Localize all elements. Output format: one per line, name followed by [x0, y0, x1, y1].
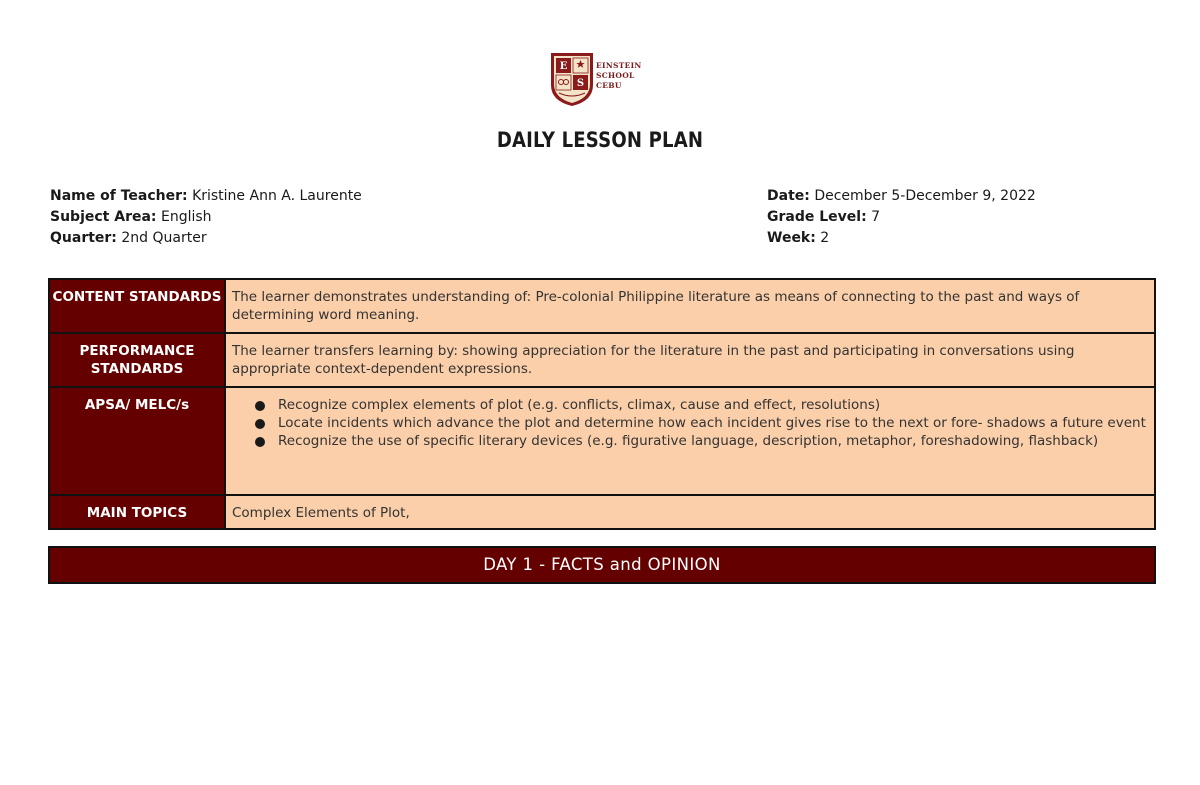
week-label: Week:: [767, 230, 816, 246]
logo-letter-e: E: [559, 61, 568, 72]
date-label: Date:: [767, 188, 810, 204]
melc-value: [225, 387, 1155, 495]
performance-standards-row: [49, 333, 1155, 387]
subject-area-label: Subject Area:: [50, 209, 157, 225]
melc-item: Recognize complex elements of plot (e.g. conflicts, climax, cause and effect, resolutions): [252, 396, 1148, 414]
quarter-label: Quarter:: [50, 230, 117, 246]
logo-line-3: CEBU: [596, 81, 622, 90]
quarter-row: [50, 228, 362, 249]
subject-area-row: [50, 207, 362, 228]
main-topics-value: Complex Elements of Plot,: [225, 495, 1155, 529]
quarter-value: 2nd Quarter: [121, 230, 207, 246]
page-title: DAILY LESSON PLAN: [496, 128, 704, 152]
content-standards-label: CONTENT STANDARDS: [49, 279, 225, 333]
main-topics-row: [49, 495, 1155, 529]
week-value: 2: [820, 230, 830, 246]
date-value: December 5-December 9, 2022: [814, 188, 1036, 204]
content-standards-row: [49, 279, 1155, 333]
melc-label: APSA/ MELC/s: [49, 387, 225, 495]
standards-table: [48, 278, 1156, 530]
logo-letter-s: S: [576, 78, 585, 89]
logo-line-2: SCHOOL: [596, 71, 635, 80]
date-row: [767, 186, 1036, 207]
grade-level-row: [767, 207, 1036, 228]
week-row: [767, 228, 1036, 249]
teacher-name-value: Kristine Ann A. Laurente: [192, 188, 362, 204]
teacher-name-label: Name of Teacher:: [50, 188, 188, 204]
subject-area-value: English: [160, 209, 212, 225]
performance-standards-value: The learner transfers learning by: showing appreciation for the literature in the past and participating in conversations using appropriate context-dependent expressions.: [225, 333, 1155, 387]
content-standards-value: The learner demonstrates understanding of: Pre-colonial Philippine literature as means of connecting to the past and ways of determining word meaning.: [225, 279, 1155, 333]
melc-row: [49, 387, 1155, 495]
melc-list: [232, 396, 1148, 450]
grade-level-value: 7: [871, 209, 881, 225]
teacher-name-row: [50, 186, 362, 207]
teacher-info: [50, 186, 362, 249]
main-topics-label: MAIN TOPICS: [49, 495, 225, 529]
grade-level-label: Grade Level:: [767, 209, 867, 225]
schedule-info: [767, 186, 1036, 249]
day-banner: DAY 1 - FACTS and OPINION: [48, 546, 1156, 584]
performance-standards-label: PERFORMANCE STANDARDS: [49, 333, 225, 387]
melc-item: Recognize the use of specific literary devices (e.g. figurative language, description, metaphor, foreshadowing, flashback): [252, 432, 1148, 450]
logo-school-name: [596, 61, 642, 91]
melc-item: Locate incidents which advance the plot and determine how each incident gives rise to the next or fore- shadows a future event: [252, 414, 1148, 432]
logo-line-1: EINSTEIN: [596, 61, 642, 70]
